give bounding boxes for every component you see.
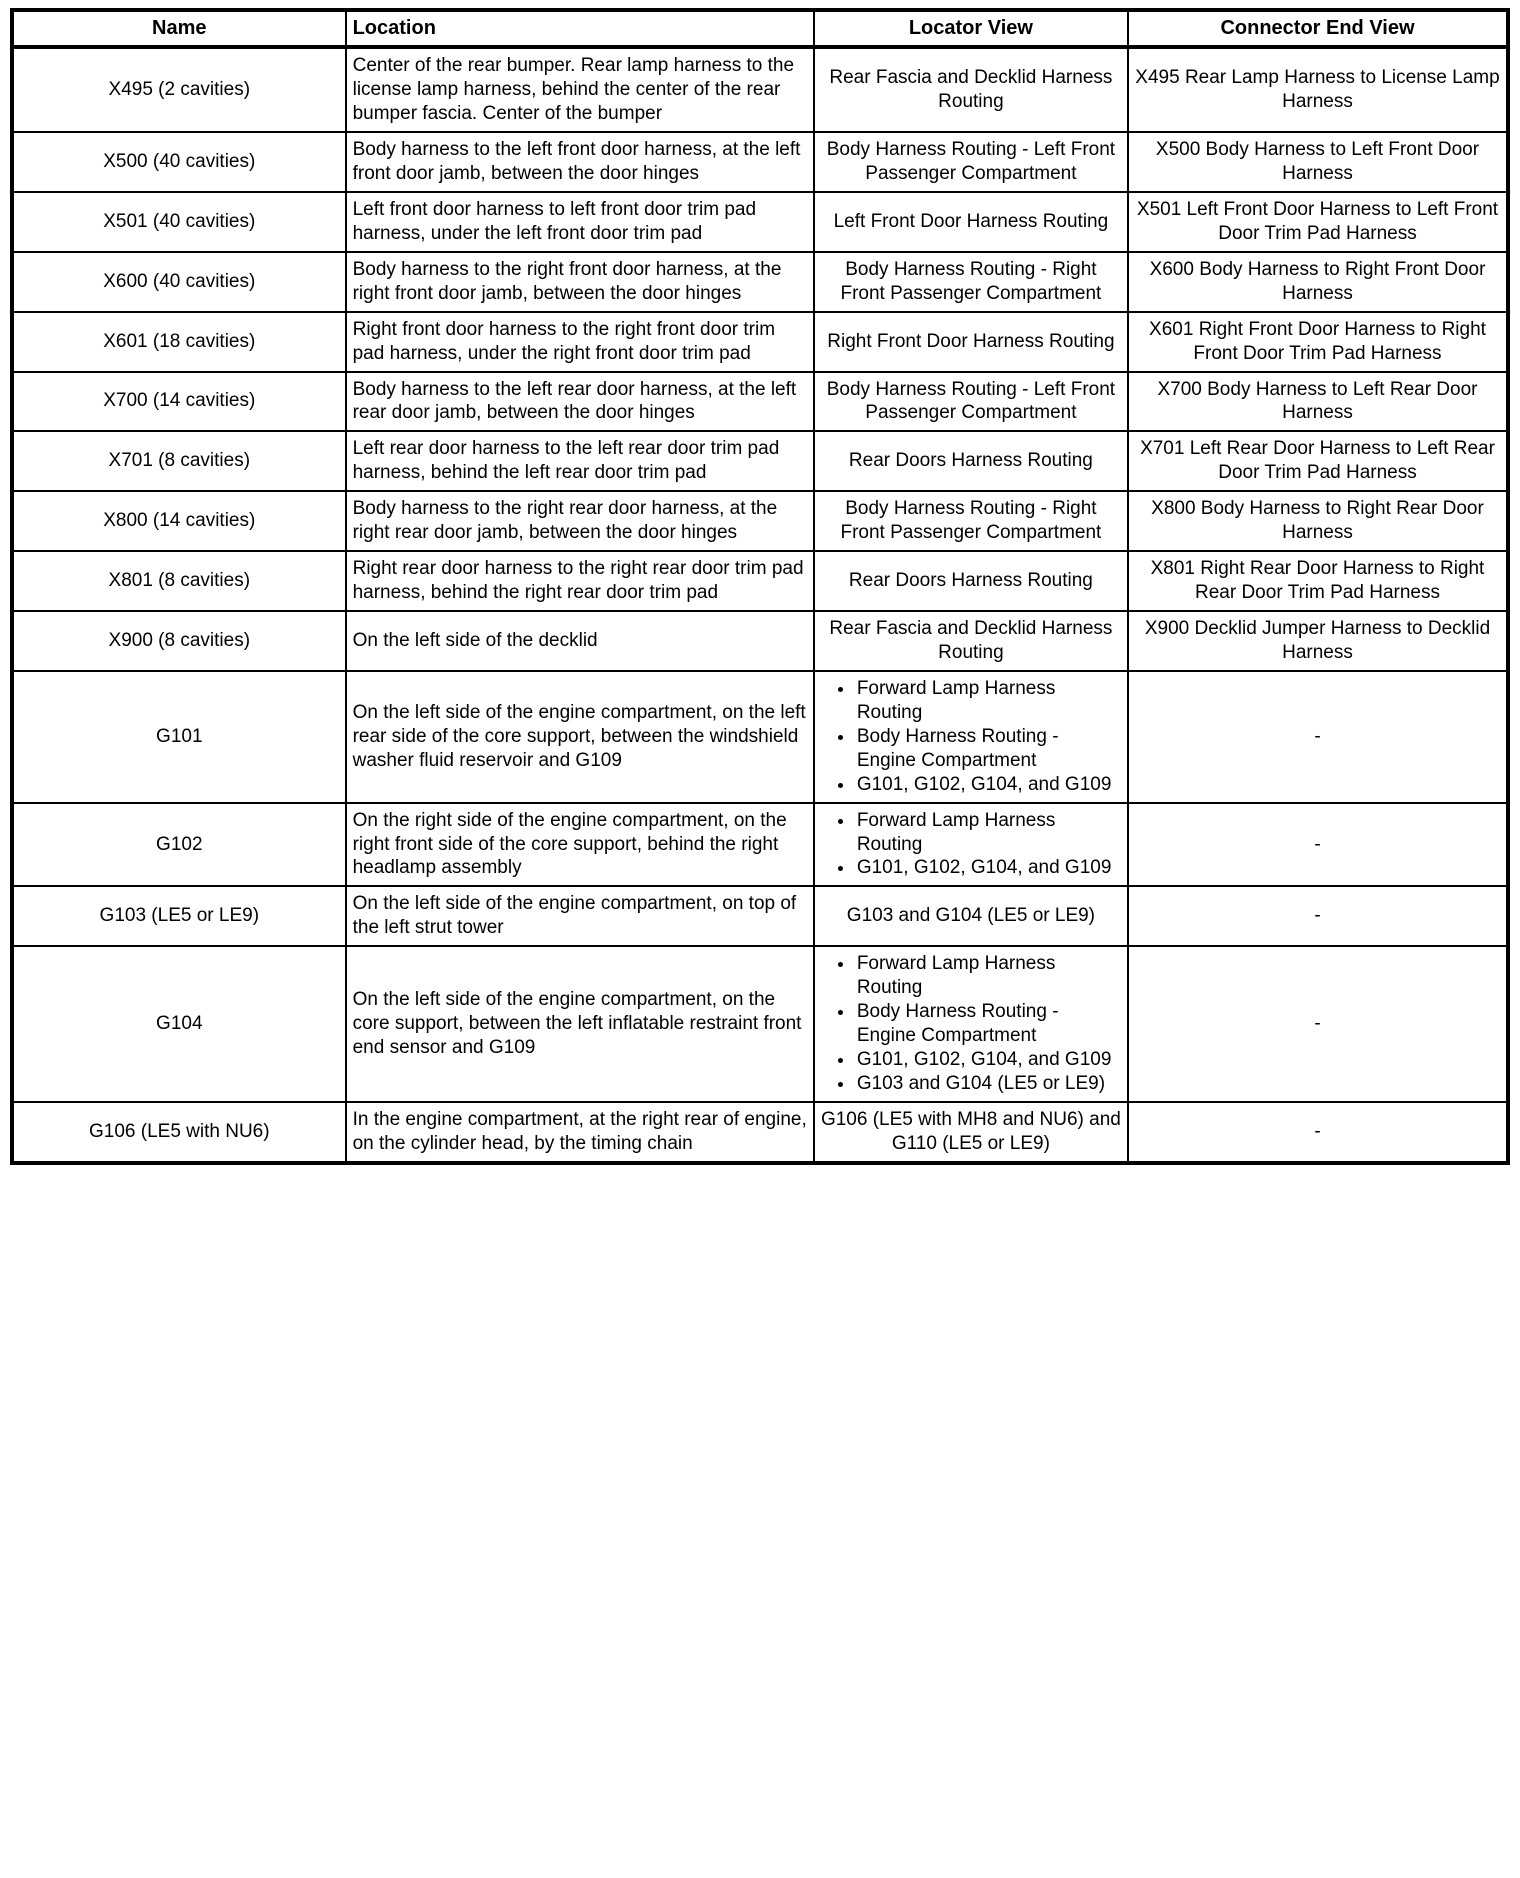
cell-locator-view: Body Harness Routing - Right Front Passenger Compartment: [814, 491, 1128, 551]
cell-connector-end-view: X601 Right Front Door Harness to Right Front Door Trim Pad Harness: [1128, 312, 1508, 372]
locator-bullet-item: • Forward Lamp Harness Routing: [855, 677, 1121, 725]
table-row: [12, 312, 1508, 372]
table-body: [12, 47, 1508, 1163]
cell-name: X800 (14 cavities): [12, 491, 346, 551]
table-row: [12, 611, 1508, 671]
locator-bullet-item: • Forward Lamp Harness Routing: [855, 952, 1121, 1000]
header-connector-end-view: Connector End View: [1128, 10, 1508, 47]
cell-connector-end-view: X800 Body Harness to Right Rear Door Harness: [1128, 491, 1508, 551]
cell-locator-view: Body Harness Routing - Left Front Passenger Compartment: [814, 132, 1128, 192]
locator-bullet-item: • Forward Lamp Harness Routing: [855, 809, 1121, 857]
locator-bullet-list: [821, 809, 1121, 881]
table-row: [12, 671, 1508, 803]
header-locator-view: Locator View: [814, 10, 1128, 47]
cell-location: Left front door harness to left front door trim pad harness, under the left front door trim pad: [346, 192, 814, 252]
cell-locator-view: Body Harness Routing - Right Front Passenger Compartment: [814, 252, 1128, 312]
table-row: [12, 491, 1508, 551]
cell-connector-end-view: -: [1128, 803, 1508, 887]
cell-locator-view: [814, 946, 1128, 1102]
cell-locator-view: Rear Doors Harness Routing: [814, 551, 1128, 611]
table-row: [12, 372, 1508, 432]
locator-bullet-item: • G101, G102, G104, and G109: [855, 1048, 1121, 1072]
cell-name: X701 (8 cavities): [12, 431, 346, 491]
cell-connector-end-view: X701 Left Rear Door Harness to Left Rear Door Trim Pad Harness: [1128, 431, 1508, 491]
cell-connector-end-view: X801 Right Rear Door Harness to Right Rear Door Trim Pad Harness: [1128, 551, 1508, 611]
locator-bullet-item: • G103 and G104 (LE5 or LE9): [855, 1072, 1121, 1096]
table-row: [12, 886, 1508, 946]
cell-locator-view: G106 (LE5 with MH8 and NU6) and G110 (LE5 or LE9): [814, 1102, 1128, 1163]
cell-locator-view: Rear Fascia and Decklid Harness Routing: [814, 611, 1128, 671]
cell-name: X600 (40 cavities): [12, 252, 346, 312]
cell-locator-view: Left Front Door Harness Routing: [814, 192, 1128, 252]
cell-connector-end-view: -: [1128, 671, 1508, 803]
cell-location: On the left side of the engine compartment, on the left rear side of the core support, between the windshield washer fluid reservoir and G109: [346, 671, 814, 803]
table-row: [12, 47, 1508, 132]
cell-location: Body harness to the right rear door harness, at the right rear door jamb, between the door hinges: [346, 491, 814, 551]
header-row: [12, 10, 1508, 47]
table-row: [12, 1102, 1508, 1163]
cell-name: X500 (40 cavities): [12, 132, 346, 192]
cell-connector-end-view: -: [1128, 946, 1508, 1102]
cell-connector-end-view: X500 Body Harness to Left Front Door Harness: [1128, 132, 1508, 192]
cell-name: X801 (8 cavities): [12, 551, 346, 611]
header-location: Location: [346, 10, 814, 47]
locator-bullet-item: • G101, G102, G104, and G109: [855, 856, 1121, 880]
cell-locator-view: Body Harness Routing - Left Front Passenger Compartment: [814, 372, 1128, 432]
cell-connector-end-view: -: [1128, 886, 1508, 946]
cell-location: Right rear door harness to the right rear door trim pad harness, behind the right rear door trim pad: [346, 551, 814, 611]
cell-location: Body harness to the right front door harness, at the right front door jamb, between the door hinges: [346, 252, 814, 312]
cell-name: G104: [12, 946, 346, 1102]
locator-bullet-item: • Body Harness Routing - Engine Compartment: [855, 725, 1121, 773]
cell-name: X495 (2 cavities): [12, 47, 346, 132]
table-row: [12, 803, 1508, 887]
cell-locator-view: Right Front Door Harness Routing: [814, 312, 1128, 372]
table-row: [12, 431, 1508, 491]
cell-connector-end-view: -: [1128, 1102, 1508, 1163]
cell-location: On the right side of the engine compartment, on the right front side of the core support, behind the right headlamp assembly: [346, 803, 814, 887]
cell-location: On the left side of the engine compartment, on the core support, between the left inflatable restraint front end sensor and G109: [346, 946, 814, 1102]
connector-location-table: [10, 8, 1510, 1165]
cell-location: On the left side of the decklid: [346, 611, 814, 671]
cell-name: X501 (40 cavities): [12, 192, 346, 252]
cell-location: Center of the rear bumper. Rear lamp harness to the license lamp harness, behind the center of the rear bumper fascia. Center of the bumper: [346, 47, 814, 132]
table-row: [12, 132, 1508, 192]
cell-name: G103 (LE5 or LE9): [12, 886, 346, 946]
cell-name: G102: [12, 803, 346, 887]
cell-name: X900 (8 cavities): [12, 611, 346, 671]
table-row: [12, 192, 1508, 252]
table-row: [12, 946, 1508, 1102]
locator-bullet-item: • Body Harness Routing - Engine Compartment: [855, 1000, 1121, 1048]
locator-bullet-list: [821, 952, 1121, 1096]
cell-connector-end-view: X900 Decklid Jumper Harness to Decklid Harness: [1128, 611, 1508, 671]
table-row: [12, 551, 1508, 611]
cell-connector-end-view: X495 Rear Lamp Harness to License Lamp Harness: [1128, 47, 1508, 132]
cell-name: X700 (14 cavities): [12, 372, 346, 432]
locator-bullet-list: [821, 677, 1121, 797]
cell-location: On the left side of the engine compartment, on top of the left strut tower: [346, 886, 814, 946]
table-header: [12, 10, 1508, 47]
cell-location: In the engine compartment, at the right rear of engine, on the cylinder head, by the timing chain: [346, 1102, 814, 1163]
cell-locator-view: Rear Fascia and Decklid Harness Routing: [814, 47, 1128, 132]
cell-locator-view: [814, 671, 1128, 803]
cell-locator-view: Rear Doors Harness Routing: [814, 431, 1128, 491]
cell-locator-view: G103 and G104 (LE5 or LE9): [814, 886, 1128, 946]
cell-connector-end-view: X600 Body Harness to Right Front Door Harness: [1128, 252, 1508, 312]
cell-locator-view: [814, 803, 1128, 887]
header-name: Name: [12, 10, 346, 47]
cell-connector-end-view: X700 Body Harness to Left Rear Door Harness: [1128, 372, 1508, 432]
cell-name: G101: [12, 671, 346, 803]
cell-location: Body harness to the left front door harness, at the left front door jamb, between the door hinges: [346, 132, 814, 192]
cell-location: Body harness to the left rear door harness, at the left rear door jamb, between the door hinges: [346, 372, 814, 432]
cell-connector-end-view: X501 Left Front Door Harness to Left Front Door Trim Pad Harness: [1128, 192, 1508, 252]
locator-bullet-item: • G101, G102, G104, and G109: [855, 773, 1121, 797]
cell-location: Right front door harness to the right front door trim pad harness, under the right front door trim pad: [346, 312, 814, 372]
cell-name: G106 (LE5 with NU6): [12, 1102, 346, 1163]
cell-location: Left rear door harness to the left rear door trim pad harness, behind the left rear door trim pad: [346, 431, 814, 491]
cell-name: X601 (18 cavities): [12, 312, 346, 372]
table-row: [12, 252, 1508, 312]
